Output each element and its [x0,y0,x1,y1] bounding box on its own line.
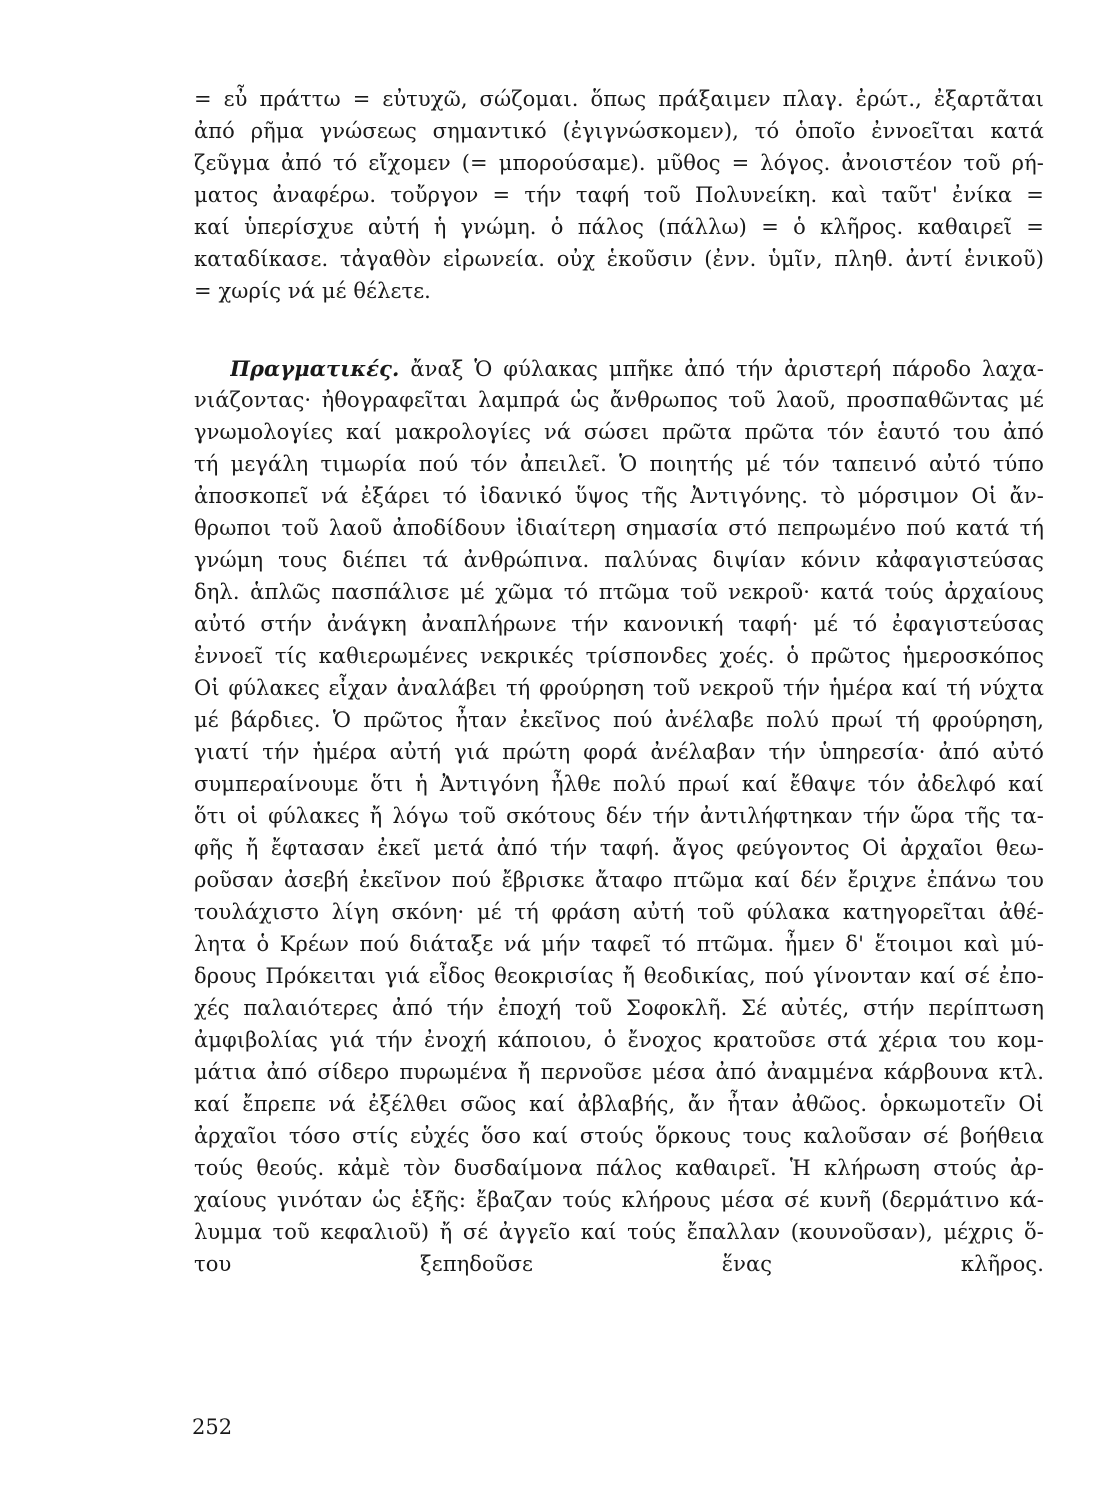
text-line: ἐννοεῖ τίς καθιερωμένες νεκρικές τρίσπονδες χοές. ὁ πρῶτος ἡμεροσκόπος [194,644,1044,668]
text-line: = χωρίς νά μέ θέλετε. [194,279,431,303]
text-line: νιάζοντας· ἠθογραφεῖται λαμπρά ὡς ἄνθρωπος τοῦ λαοῦ, προσπαθῶντας μέ [194,388,1044,412]
text-line: καταδίκασε. τἀγαθὸν εἰρωνεία. οὐχ ἑκοῦσιν (ἐνν. ὑμῖν, πληθ. ἀντί ἑνικοῦ) [194,247,1044,271]
text-line: χαίους γινόταν ὡς ἑξῆς: ἔβαζαν τούς κλήρους μέσα σέ κυνῆ (δερμάτινο κά- [194,1188,1044,1212]
text-line: Οἱ φύλακες εἶχαν ἀναλάβει τή φρούρηση τοῦ νεκροῦ τήν ἡμέρα καί τή νύχτα [194,676,1044,700]
text-line: γνωμολογίες καί μακρολογίες νά σώσει πρῶτα πρῶτα τόν ἑαυτό του ἀπό [194,420,1044,444]
text-line: μέ βάρδιες. Ὁ πρῶτος ἦταν ἐκεῖνος πού ἀνέλαβε πολύ πρωί τή φρούρηση, [194,708,1044,732]
text-line: δηλ. ἁπλῶς πασπάλισε μέ χῶμα τό πτῶμα τοῦ νεκροῦ· κατά τούς ἀρχαίους [194,580,1044,604]
text-line: ζεῦγμα ἀπό τό εἴχομεν (= μπορούσαμε). μῦθος = λόγος. ἀνοιστέον τοῦ ρή- [194,151,1044,175]
text-line: θρωποι τοῦ λαοῦ ἀποδίδουν ἰδιαίτερη σημασία στό πεπρωμένο πού κατά τή [194,516,1044,540]
text-line: καί ἔπρεπε νά ἐξέλθει σῶος καί ἀβλαβής, ἄν ἦταν ἀθῶος. ὁρκωμοτεῖν Οἱ [194,1092,1044,1116]
text-line: = εὖ πράττω = εὐτυχῶ, σώζομαι. ὅπως πράξαιμεν πλαγ. ἐρώτ., ἐξαρτᾶται [194,87,1044,111]
text-line: ροῦσαν ἀσεβή ἐκεῖνον πού ἔβρισκε ἄταφο πτῶμα καί δέν ἔριχνε ἐπάνω του [194,868,1044,892]
text-line: τουλάχιστο λίγη σκόνη· μέ τή φράση αὐτή τοῦ φύλακα κατηγορεῖται ἀθέ- [194,900,1044,924]
text-line: γνώμη τους διέπει τά ἀνθρώπινα. παλύνας διψίαν κόνιν κἀφαγιστεύσας [194,548,1044,572]
text-line: καί ὑπερίσχυε αὐτή ἡ γνώμη. ὁ πάλος (πάλλω) = ὁ κλῆρος. καθαιρεῖ = [194,215,1044,239]
text-line: ὅτι οἱ φύλακες ἤ λόγω τοῦ σκότους δέν τήν ἀντιλήφτηκαν τήν ὥρα τῆς τα- [194,804,1044,828]
text-line: ἀπό ρῆμα γνώσεως σημαντικό (ἐγιγνώσκομεν), τό ὁποῖο ἐννοεῖται κατά [194,119,1044,143]
text-line: τή μεγάλη τιμωρία πού τόν ἀπειλεῖ. Ὁ ποιητής μέ τόν ταπεινό αὐτό τύπο [194,452,1044,476]
text-line: δρους Πρόκειται γιά εἶδος θεοκρισίας ἤ θεοδικίας, πού γίνονταν καί σέ ἐπο- [194,964,1044,988]
text-line: ἀποσκοπεῖ νά ἐξάρει τό ἰδανικό ὕψος τῆς Ἀντιγόνης. τὸ μόρσιμον Οἱ ἄν- [194,484,1044,508]
text-line: ἀμφιβολίας γιά τήν ἐνοχή κάποιου, ὁ ἔνοχος κρατοῦσε στά χέρια του κομ- [194,1028,1044,1052]
text-line: συμπεραίνουμε ὅτι ἡ Ἀντιγόνη ἦλθε πολύ πρωί καί ἔθαψε τόν ἀδελφό καί [194,772,1044,796]
text-line: χές παλαιότερες ἀπό τήν ἐποχή τοῦ Σοφοκλῆ. Σέ αὐτές, στήν περίπτωση [194,996,1044,1020]
text-line: λυμμα τοῦ κεφαλιοῦ) ἤ σέ ἀγγεῖο καί τούς ἔπαλλαν (κουνοῦσαν), μέχρις ὅ- [194,1220,1044,1244]
text-line: ἀρχαῖοι τόσο στίς εὐχές ὅσο καί στούς ὅρκους τους καλοῦσαν σέ βοήθεια [194,1124,1044,1148]
text-line: τούς θεούς. κἀμὲ τὸν δυσδαίμονα πάλος καθαιρεῖ. Ἡ κλήρωση στούς ἀρ- [194,1156,1044,1180]
section-heading: Πραγματικές. [230,356,400,381]
text-line: ματος ἀναφέρω. τοὔργον = τήν ταφή τοῦ Πολυνείκη. καὶ ταῦτ' ἐνίκα = [194,183,1044,207]
text-line-rest: ἄναξ Ὁ φύλακας μπῆκε ἀπό τήν ἀριστερή πάροδο λαχα- [399,357,1044,381]
text-line: φῆς ἤ ἔφτασαν ἐκεῖ μετά ἀπό τήν ταφή. ἄγος φεύγοντος Οἱ ἀρχαῖοι θεω- [194,836,1044,860]
text-line: μάτια ἀπό σίδερο πυρωμένα ἤ περνοῦσε μέσα ἀπό ἀναμμένα κάρβουνα κτλ. [194,1060,1044,1084]
text-line: αὐτό στήν ἀνάγκη ἀναπλήρωνε τήν κανονική ταφή· μέ τό ἐφαγιστεύσας [194,612,1044,636]
text-line: του ξεπηδοῦσε ἕνας κλῆρος. [194,1252,1044,1276]
page-number: 252 [192,1415,233,1439]
text-line: λητα ὁ Κρέων πού διάταξε νά μήν ταφεῖ τό πτῶμα. ἦμεν δ' ἕτοιμοι καὶ μύ- [194,932,1044,956]
text-line: γιατί τήν ἡμέρα αὐτή γιά πρώτη φορά ἀνέλαβαν τήν ὑπηρεσία· ἀπό αὐτό [194,740,1044,764]
text-line-first [230,353,1044,386]
